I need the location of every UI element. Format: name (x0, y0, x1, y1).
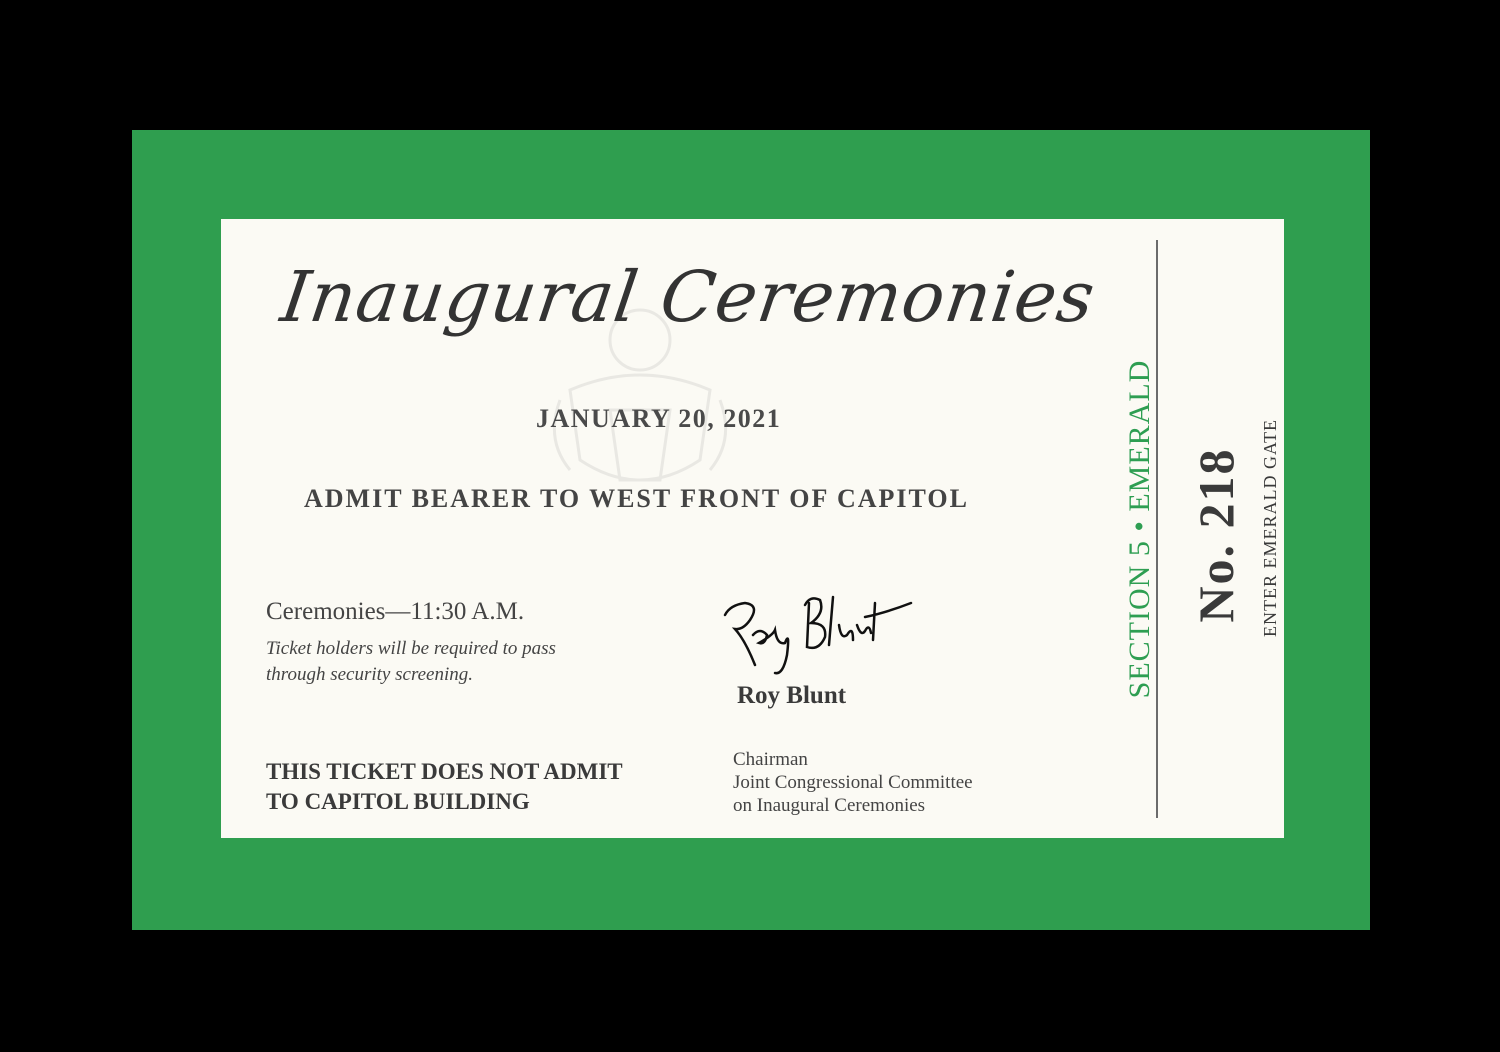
admission-line: ADMIT BEARER TO WEST FRONT OF CAPITOL (304, 484, 969, 513)
security-notice: Ticket holders will be required to pass through security screening. (266, 638, 556, 685)
section-label: SECTION 5 • EMERALD (1123, 359, 1156, 699)
warning-line-2: TO CAPITOL BUILDING (266, 789, 530, 814)
signer-title-line-3: on Inaugural Ceremonies (733, 795, 926, 816)
ticket-title: Inaugural Ceremonies (276, 256, 1101, 338)
warning-line-1: THIS TICKET DOES NOT ADMIT (266, 759, 623, 784)
signer-title-line-1: Chairman (733, 749, 808, 770)
gate-label: ENTER EMERALD GATE (1260, 419, 1280, 637)
signature-icon (715, 585, 920, 685)
signer-title (733, 748, 1063, 817)
ceremony-time: Ceremonies—11:30 A.M. (266, 598, 525, 625)
ticket-number: No. 218 (1188, 447, 1244, 623)
signer-title-line-2: Joint Congressional Committee (733, 772, 973, 793)
signer-name: Roy Blunt (737, 682, 847, 709)
event-date: JANUARY 20, 2021 (536, 404, 782, 433)
capitol-warning (266, 757, 666, 817)
